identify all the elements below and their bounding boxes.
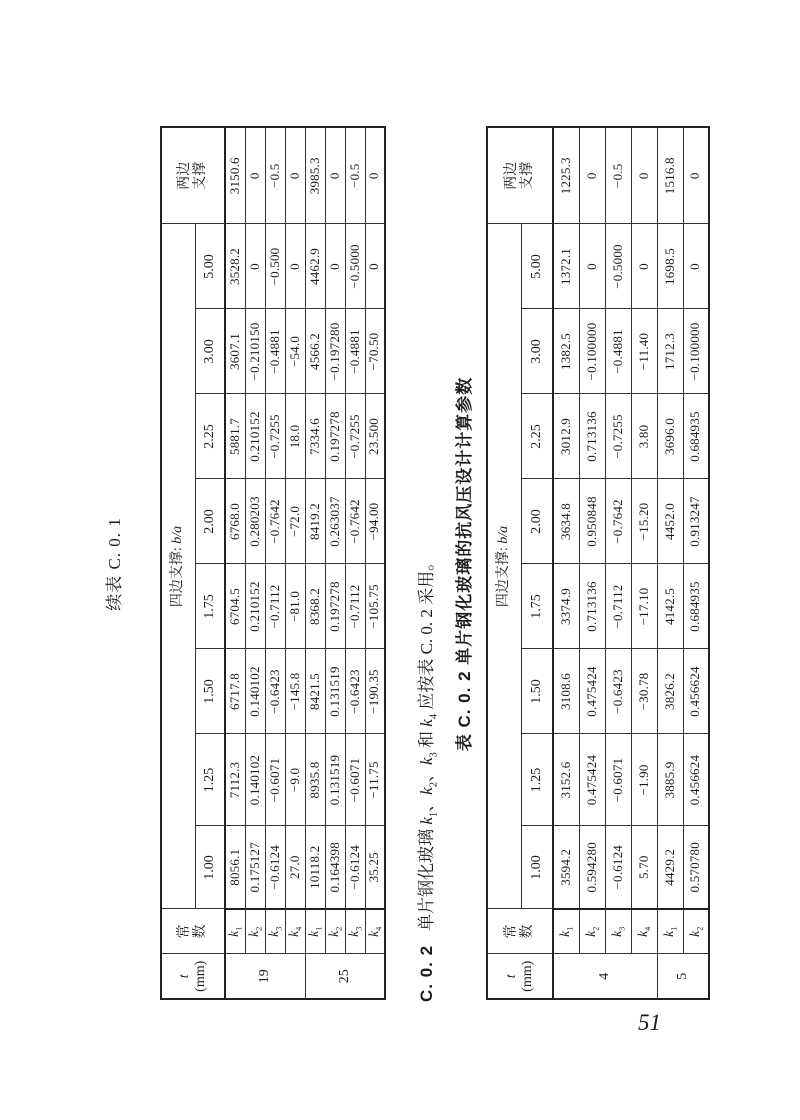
value-cell: −0.6423 [345, 649, 365, 734]
value-cell: 1516.8 [657, 127, 683, 224]
ratio-header: 2.00 [521, 479, 553, 564]
value-cell: −0.100000 [683, 309, 709, 394]
value-cell: 1382.5 [553, 309, 579, 394]
clause-c02 [412, 102, 439, 1002]
constant-column-header: 常 数 [487, 909, 553, 954]
value-cell: −0.7255 [605, 394, 631, 479]
value-cell: 3826.2 [657, 649, 683, 734]
four-edge-support-header: 四边支撑: b/a [487, 224, 521, 909]
constant-column-header: 常 数 [161, 909, 225, 954]
value-cell: 8419.2 [305, 479, 325, 564]
table-row [631, 127, 657, 999]
table-row [365, 127, 385, 999]
header-row-1 [161, 127, 195, 999]
value-cell: −0.6423 [265, 649, 285, 734]
constant-label-cell: $k_1$ [305, 909, 325, 954]
header-row-2 [521, 127, 553, 999]
value-cell: −0.7112 [345, 564, 365, 649]
ratio-header: 1.75 [521, 564, 553, 649]
constant-label-cell: $k_4$ [631, 909, 657, 954]
page-number: 51 [638, 1010, 661, 1035]
value-cell: 0 [285, 224, 305, 309]
constant-label-cell: $k_3$ [605, 909, 631, 954]
ratio-header: 3.00 [195, 309, 225, 394]
ratio-header: 2.25 [195, 394, 225, 479]
value-cell: 0.197278 [325, 564, 345, 649]
value-cell: −1.90 [631, 734, 657, 826]
value-cell: −0.5000 [345, 224, 365, 309]
value-cell: 4142.5 [657, 564, 683, 649]
value-cell: 0 [631, 127, 657, 224]
value-cell: −94.00 [365, 479, 385, 564]
header-row-2 [195, 127, 225, 999]
value-cell: −145.8 [285, 649, 305, 734]
value-cell: 0 [245, 224, 265, 309]
table-row [657, 127, 683, 999]
value-cell: 27.0 [285, 826, 305, 909]
constant-label-cell: $k_1$ [553, 909, 579, 954]
table-row [683, 127, 709, 999]
table-row [605, 127, 631, 999]
table-c02 [486, 126, 710, 1000]
value-cell: 3.80 [631, 394, 657, 479]
ratio-header: 2.25 [521, 394, 553, 479]
value-cell: 0 [683, 127, 709, 224]
clause-text: 单片钢化玻璃 $k_1$、$k_2$、$k_3$ 和 $k_4$ 应按表 C. 0. 2 采用。 [417, 553, 440, 931]
value-cell: 0.175127 [245, 826, 265, 909]
table-row [225, 127, 245, 999]
table-row [553, 127, 579, 999]
constant-label-cell: $k_2$ [325, 909, 345, 954]
value-cell: −30.78 [631, 649, 657, 734]
value-cell: 7112.3 [225, 734, 245, 826]
value-cell: 0 [683, 224, 709, 309]
constant-label-cell: $k_4$ [365, 909, 385, 954]
value-cell: −0.6071 [345, 734, 365, 826]
value-cell: −54.0 [285, 309, 305, 394]
value-cell: 8056.1 [225, 826, 245, 909]
ratio-header: 3.00 [521, 309, 553, 394]
value-cell: 0.713136 [579, 394, 605, 479]
value-cell: 4452.0 [657, 479, 683, 564]
value-cell: −0.6124 [265, 826, 285, 909]
value-cell: −0.100000 [579, 309, 605, 394]
value-cell: 3594.2 [553, 826, 579, 909]
value-cell: 1698.5 [657, 224, 683, 309]
value-cell: −0.4881 [345, 309, 365, 394]
value-cell: −0.6071 [605, 734, 631, 826]
value-cell: −9.0 [285, 734, 305, 826]
value-cell: 0.456624 [683, 734, 709, 826]
constant-label-cell: $k_1$ [657, 909, 683, 954]
value-cell: −0.5 [345, 127, 365, 224]
value-cell: −0.500 [265, 224, 285, 309]
value-cell: 0 [285, 127, 305, 224]
value-cell: −11.40 [631, 309, 657, 394]
value-cell: −0.7112 [265, 564, 285, 649]
two-edge-support-header: 两边 支撑 [487, 127, 553, 224]
value-cell: −81.0 [285, 564, 305, 649]
value-cell: 4462.9 [305, 224, 325, 309]
ratio-header: 1.00 [521, 826, 553, 909]
value-cell: 0.713136 [579, 564, 605, 649]
ratio-header: 1.00 [195, 826, 225, 909]
value-cell: 0 [245, 127, 265, 224]
value-cell: 0.140102 [245, 649, 265, 734]
value-cell: 3528.2 [225, 224, 245, 309]
table-c02-title: 表 C. 0. 2 单片钢化玻璃的抗风压设计计算参数 [455, 376, 474, 752]
value-cell: 0.140102 [245, 734, 265, 826]
value-cell: 0.131519 [325, 734, 345, 826]
value-cell: 8935.8 [305, 734, 325, 826]
table-c01-continued-title: 续表 C. 0. 1 [105, 517, 124, 611]
ratio-header: 1.25 [195, 734, 225, 826]
value-cell: 0.164398 [325, 826, 345, 909]
table-row [345, 127, 365, 999]
value-cell: 3374.9 [553, 564, 579, 649]
header-row-1 [487, 127, 521, 999]
value-cell: 0.131519 [325, 649, 345, 734]
value-cell: 8368.2 [305, 564, 325, 649]
value-cell: 0.950848 [579, 479, 605, 564]
value-cell: −0.6124 [605, 826, 631, 909]
value-cell: −0.7642 [265, 479, 285, 564]
value-cell: −190.35 [365, 649, 385, 734]
value-cell: 0 [631, 224, 657, 309]
value-cell: 0.570780 [683, 826, 709, 909]
value-cell: 0 [365, 224, 385, 309]
thickness-column-header: t (mm) [487, 954, 553, 999]
thickness-value-cell: 4 [553, 954, 657, 999]
value-cell: 6768.0 [225, 479, 245, 564]
value-cell: 3634.8 [553, 479, 579, 564]
value-cell: −0.197280 [325, 309, 345, 394]
value-cell: 0.913247 [683, 479, 709, 564]
value-cell: 0 [325, 127, 345, 224]
value-cell: 0.197278 [325, 394, 345, 479]
value-cell: −0.7642 [605, 479, 631, 564]
value-cell: −0.4881 [265, 309, 285, 394]
value-cell: −11.75 [365, 734, 385, 826]
value-cell: 0.210152 [245, 564, 265, 649]
value-cell: 0.210152 [245, 394, 265, 479]
value-cell: −0.7255 [265, 394, 285, 479]
value-cell: 3985.3 [305, 127, 325, 224]
value-cell: 0.684935 [683, 394, 709, 479]
value-cell: 10118.2 [305, 826, 325, 909]
constant-label-cell: $k_4$ [285, 909, 305, 954]
value-cell: 3696.0 [657, 394, 683, 479]
value-cell: 3108.6 [553, 649, 579, 734]
value-cell: −17.10 [631, 564, 657, 649]
ratio-header: 1.75 [195, 564, 225, 649]
table-row [245, 127, 265, 999]
table-row [305, 127, 325, 999]
value-cell: −0.5 [605, 127, 631, 224]
value-cell: 0 [579, 224, 605, 309]
ratio-header: 1.50 [195, 649, 225, 734]
four-edge-support-header: 四边支撑: b/a [161, 224, 195, 909]
value-cell: 1372.1 [553, 224, 579, 309]
value-cell: 1712.3 [657, 309, 683, 394]
thickness-value-cell: 5 [657, 954, 709, 999]
value-cell: −15.20 [631, 479, 657, 564]
value-cell: 0 [325, 224, 345, 309]
table-row [579, 127, 605, 999]
constant-label-cell: $k_2$ [245, 909, 265, 954]
ratio-header: 1.50 [521, 649, 553, 734]
value-cell: −0.7112 [605, 564, 631, 649]
value-cell: −0.5000 [605, 224, 631, 309]
value-cell: 5.70 [631, 826, 657, 909]
value-cell: 23.500 [365, 394, 385, 479]
value-cell: −0.5 [265, 127, 285, 224]
value-cell: −105.75 [365, 564, 385, 649]
value-cell: 0 [579, 127, 605, 224]
value-cell: 0.684935 [683, 564, 709, 649]
ratio-header: 5.00 [195, 224, 225, 309]
value-cell: 3885.9 [657, 734, 683, 826]
thickness-value-cell: 19 [225, 954, 305, 999]
value-cell: 0 [365, 127, 385, 224]
ratio-header: 5.00 [521, 224, 553, 309]
value-cell: 0.475424 [579, 734, 605, 826]
value-cell: −72.0 [285, 479, 305, 564]
value-cell: −0.4881 [605, 309, 631, 394]
two-edge-support-header: 两边 支撑 [161, 127, 225, 224]
value-cell: −0.7255 [345, 394, 365, 479]
value-cell: 7334.6 [305, 394, 325, 479]
table-row [265, 127, 285, 999]
value-cell: 35.25 [365, 826, 385, 909]
value-cell: 3607.1 [225, 309, 245, 394]
value-cell: −0.7642 [345, 479, 365, 564]
value-cell: 6717.8 [225, 649, 245, 734]
thickness-column-header: t (mm) [161, 954, 225, 999]
value-cell: −0.210150 [245, 309, 265, 394]
value-cell: 0.263037 [325, 479, 345, 564]
value-cell: −0.6423 [605, 649, 631, 734]
thickness-value-cell: 25 [305, 954, 385, 999]
value-cell: −70.50 [365, 309, 385, 394]
table-row [285, 127, 305, 999]
constant-label-cell: $k_3$ [265, 909, 285, 954]
constant-label-cell: $k_2$ [579, 909, 605, 954]
value-cell: 4566.2 [305, 309, 325, 394]
value-cell: 0.280203 [245, 479, 265, 564]
value-cell: 1225.3 [553, 127, 579, 224]
value-cell: 3152.6 [553, 734, 579, 826]
value-cell: 8421.5 [305, 649, 325, 734]
clause-number: C. 0. 2 [417, 944, 436, 1002]
value-cell: −0.6124 [345, 826, 365, 909]
constant-label-cell: $k_3$ [345, 909, 365, 954]
value-cell: 4429.2 [657, 826, 683, 909]
ratio-header: 1.25 [521, 734, 553, 826]
value-cell: 3012.9 [553, 394, 579, 479]
value-cell: 0.594280 [579, 826, 605, 909]
ratio-header: 2.00 [195, 479, 225, 564]
constant-label-cell: $k_2$ [683, 909, 709, 954]
value-cell: −0.6071 [265, 734, 285, 826]
table-c01-continued [160, 126, 386, 1000]
value-cell: 6704.5 [225, 564, 245, 649]
value-cell: 18.0 [285, 394, 305, 479]
value-cell: 0.475424 [579, 649, 605, 734]
value-cell: 3150.6 [225, 127, 245, 224]
value-cell: 5881.7 [225, 394, 245, 479]
value-cell: 0.456624 [683, 649, 709, 734]
table-row [325, 127, 345, 999]
constant-label-cell: $k_1$ [225, 909, 245, 954]
